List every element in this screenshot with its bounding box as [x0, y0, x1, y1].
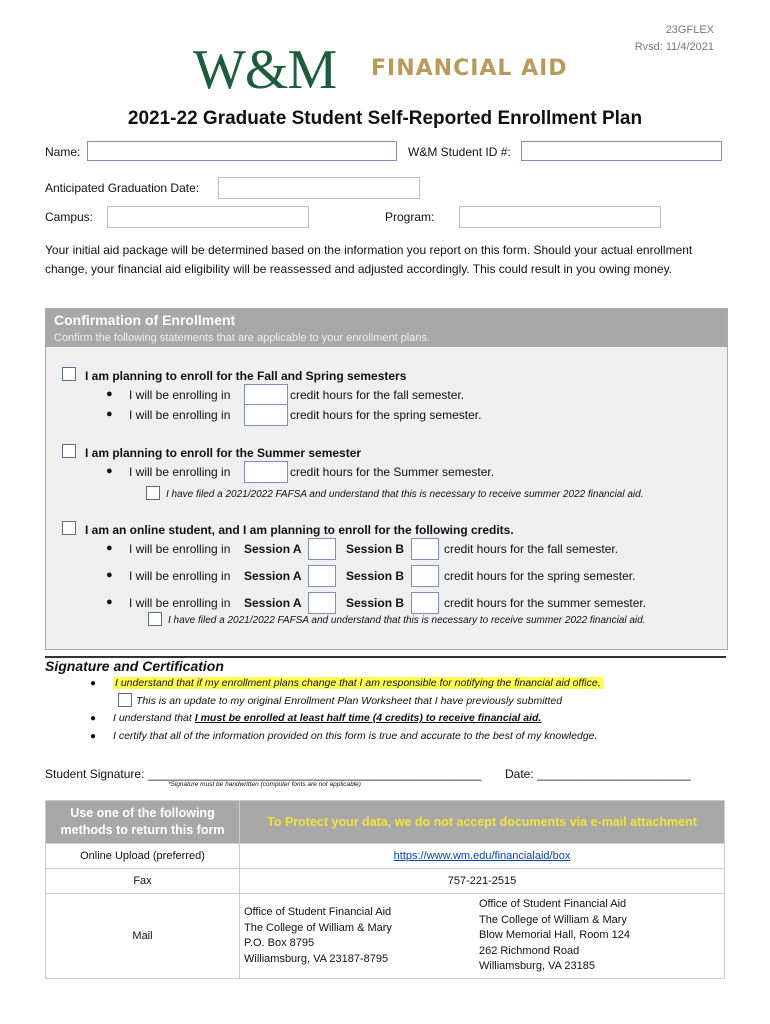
online-fall-session-b-input[interactable] — [411, 538, 439, 560]
certification-item-3: I certify that all of the information provided on this form is true and accurate to the best of my knowledge. — [113, 730, 598, 742]
signature-line[interactable]: __________________________________________________ — [147, 767, 482, 781]
fall-credits-suffix: credit hours for the fall semester. — [290, 388, 465, 402]
address-line: Williamsburg, VA 23187-8795 — [244, 952, 389, 965]
online-summer-enrolling-label: I will be enrolling in — [129, 596, 231, 610]
summer-heading: I am planning to enroll for the Summer semester — [85, 446, 362, 460]
return-header-right: To Protect your data, we do not accept documents via e-mail attachment — [240, 801, 725, 844]
campus-field[interactable] — [107, 206, 309, 228]
bullet-icon: ● — [106, 408, 113, 420]
date-label — [505, 767, 691, 781]
online-fafsa-checkbox[interactable] — [148, 612, 162, 626]
online-fall-session-b-label: Session B — [346, 542, 405, 556]
certification-item-2-pre: I understand that — [113, 712, 195, 724]
revised-date: Rvsd: 11/4/2021 — [634, 41, 714, 53]
student-signature-label — [45, 767, 481, 781]
fax-number: 757-221-2515 — [240, 869, 725, 894]
address-line: The College of William & Mary — [479, 913, 627, 926]
summer-credits-suffix: credit hours for the Summer semester. — [290, 465, 495, 479]
address-line: Blow Memorial Hall, Room 124 — [479, 929, 630, 942]
page-title: 2021-22 Graduate Student Self-Reported Enrollment Plan — [127, 108, 643, 129]
student-id-field[interactable] — [521, 141, 722, 161]
grad-date-field[interactable] — [218, 177, 420, 199]
summer-enrolling-label: I will be enrolling in — [129, 465, 231, 479]
online-fall-suffix: credit hours for the fall semester. — [444, 542, 619, 556]
mail-address-street — [479, 894, 725, 979]
update-note: This is an update to my original Enrollment Plan Worksheet that I have previously submitted — [136, 695, 563, 707]
bullet-icon: ● — [106, 542, 113, 554]
program-label: Program: — [385, 210, 435, 224]
online-fall-session-a-label: Session A — [244, 542, 302, 556]
mail-label: Mail — [46, 894, 240, 979]
confirmation-title: Confirmation of Enrollment — [54, 312, 236, 328]
certification-item-2 — [113, 712, 541, 724]
online-spring-session-a-label: Session A — [244, 569, 302, 583]
table-row — [46, 894, 725, 979]
date-text: Date: — [505, 767, 538, 781]
online-spring-enrolling-label: I will be enrolling in — [129, 569, 231, 583]
bullet-icon: ● — [106, 569, 113, 581]
fall-credits-input[interactable] — [244, 384, 288, 406]
summer-credits-input[interactable] — [244, 461, 288, 483]
fall-enrolling-label: I will be enrolling in — [129, 388, 231, 402]
table-row — [46, 801, 725, 844]
summer-fafsa-checkbox[interactable] — [146, 486, 160, 500]
signature-note: *Signature must be handwritten (computer fonts are not applicable) — [168, 781, 361, 788]
wm-logo — [193, 39, 568, 101]
online-heading: I am an online student, and I am planning to enroll for the following credits. — [85, 523, 514, 537]
bullet-icon: ● — [106, 596, 113, 608]
online-upload-label: Online Upload (preferred) — [46, 844, 240, 869]
online-summer-session-a-label: Session A — [244, 596, 302, 610]
summer-checkbox[interactable] — [62, 444, 76, 458]
grad-date-label: Anticipated Graduation Date: — [45, 181, 200, 195]
online-checkbox[interactable] — [62, 521, 76, 535]
online-spring-session-b-input[interactable] — [411, 565, 439, 587]
bullet-icon: ● — [90, 731, 97, 742]
certification-item-2-bold: I must be enrolled at least half time (4 credits) to receive financial aid. — [194, 712, 542, 724]
fall-spring-checkbox[interactable] — [62, 367, 76, 381]
summer-fafsa-text: I have filed a 2021/2022 FAFSA and understand that this is necessary to receive summer 2022 financial aid. — [166, 489, 644, 500]
online-spring-session-b-label: Session B — [346, 569, 405, 583]
online-summer-session-b-input[interactable] — [411, 592, 439, 614]
certification-item-1: I understand that if my enrollment plans change that I am responsible for notifying the financial aid office. — [115, 677, 601, 689]
fall-spring-heading: I am planning to enroll for the Fall and Spring semesters — [85, 369, 407, 383]
online-summer-session-a-input[interactable] — [308, 592, 336, 614]
update-checkbox[interactable] — [118, 693, 132, 707]
form-code: 23GFLEX — [665, 24, 714, 36]
address-line: Office of Student Financial Aid — [479, 898, 627, 911]
address-line: Williamsburg, VA 23185 — [479, 960, 595, 973]
bullet-icon: ● — [106, 388, 113, 400]
confirmation-header — [46, 309, 727, 347]
program-field[interactable] — [459, 206, 661, 228]
online-summer-suffix: credit hours for the summer semester. — [444, 596, 647, 610]
campus-label: Campus: — [45, 210, 94, 224]
logo-financial-aid-text: FINANCIAL AID — [371, 56, 568, 81]
online-upload-link[interactable]: https://www.wm.edu/financialaid/box — [393, 850, 571, 862]
intro-paragraph: Your initial aid package will be determined based on the information you report on this form. Should your actual enrollment change, your financial aid eligibility will be reassessed and adjusted accordingly. This could result in you owing money. — [45, 243, 693, 276]
spring-credits-input[interactable] — [244, 404, 288, 426]
student-id-label: W&M Student ID #: — [408, 145, 511, 159]
bullet-icon: ● — [90, 713, 97, 724]
online-fall-enrolling-label: I will be enrolling in — [129, 542, 231, 556]
address-line: The College of William & Mary — [244, 921, 392, 934]
return-methods-table — [45, 800, 725, 979]
name-label: Name: — [45, 145, 81, 159]
student-signature-text: Student Signature: — [45, 767, 148, 781]
name-field[interactable] — [87, 141, 397, 161]
form-code-block — [635, 22, 714, 56]
mail-address-po-box — [240, 894, 480, 979]
date-line[interactable]: _______________________ — [537, 767, 691, 781]
table-row — [46, 844, 725, 869]
address-line: 262 Richmond Road — [479, 944, 580, 957]
online-fall-session-a-input[interactable] — [308, 538, 336, 560]
confirmation-subtitle: Confirm the following statements that are applicable to your enrollment plans. — [54, 332, 431, 344]
logo-wm-text: W&M — [193, 39, 337, 101]
online-summer-session-b-label: Session B — [346, 596, 405, 610]
online-fafsa-text: I have filed a 2021/2022 FAFSA and understand that this is necessary to receive summer 2022 financial aid. — [168, 615, 646, 626]
spring-enrolling-label: I will be enrolling in — [129, 408, 231, 422]
fax-label: Fax — [46, 869, 240, 894]
address-line: P.O. Box 8795 — [244, 937, 315, 949]
bullet-icon: ● — [106, 465, 113, 477]
online-spring-session-a-input[interactable] — [308, 565, 336, 587]
bullet-icon: ● — [90, 678, 97, 689]
address-line: Office of Student Financial Aid — [244, 906, 392, 918]
online-upload-cell — [240, 844, 725, 869]
return-header-left: Use one of the following methods to return this form — [46, 801, 240, 844]
online-spring-suffix: credit hours for the spring semester. — [444, 569, 636, 583]
table-row — [46, 869, 725, 894]
spring-credits-suffix: credit hours for the spring semester. — [290, 408, 482, 422]
signature-title: Signature and Certification — [45, 658, 224, 674]
